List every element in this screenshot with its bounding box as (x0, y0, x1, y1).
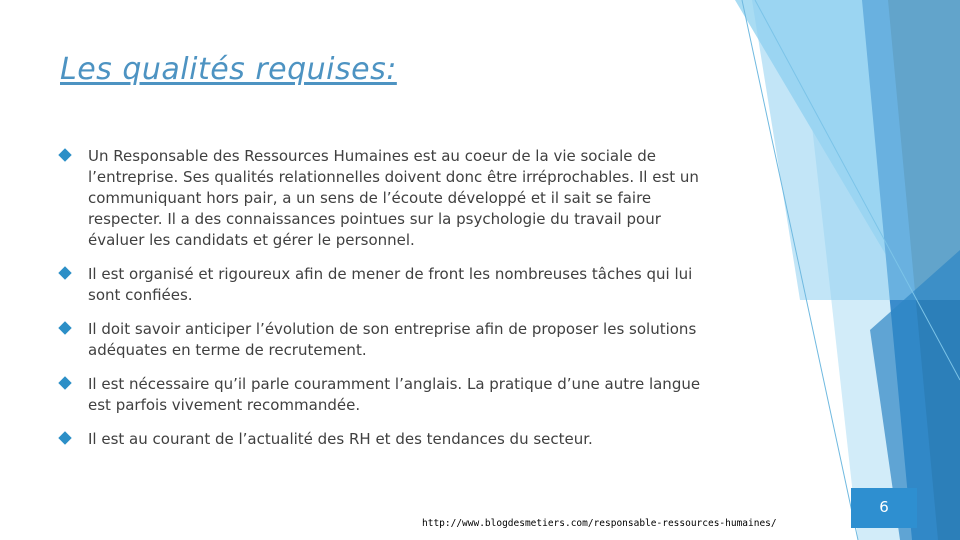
diamond-bullet-icon (58, 376, 71, 389)
diamond-bullet-icon (58, 431, 71, 444)
slide-title: Les qualités requises: (60, 52, 397, 87)
diamond-bullet-icon (58, 321, 71, 334)
bullet-text: Il est au courant de l’actualité des RH et des tendances du secteur. (88, 430, 593, 448)
bullet-item (60, 146, 720, 251)
bullet-item (60, 429, 720, 450)
bullet-item (60, 264, 720, 306)
diamond-bullet-icon (58, 148, 71, 161)
bullet-list (60, 146, 720, 463)
bullet-text: Il est organisé et rigoureux afin de mener de front les nombreuses tâches qui lui sont confiées. (88, 265, 693, 304)
source-url-link[interactable]: http://www.blogdesmetiers.com/responsable-ressources-humaines/ (422, 518, 777, 529)
diamond-bullet-icon (58, 266, 71, 279)
bullet-text: Il est nécessaire qu’il parle couramment l’anglais. La pratique d’une autre langue est parfois vivement recommandée. (88, 375, 701, 414)
bullet-item (60, 319, 720, 361)
deco-bright-triangle (752, 0, 960, 300)
bullet-item (60, 374, 720, 416)
bullet-text: Il doit savoir anticiper l’évolution de son entreprise afin de proposer les solutions adéquates en terme de recrutement. (88, 320, 697, 359)
page-number: 6 (879, 498, 889, 516)
bullet-text: Un Responsable des Ressources Humaines est au coeur de la vie sociale de l’entreprise. Ses qualités relationnelles doivent donc être irréprochables. Il est un communiquant hors pair, a un sens de l’écoute développé et il sait se faire respecter. Il a des connaissances pointues sur la psychologie du travail pour évaluer les candidats et gérer le personnel. (88, 147, 699, 249)
